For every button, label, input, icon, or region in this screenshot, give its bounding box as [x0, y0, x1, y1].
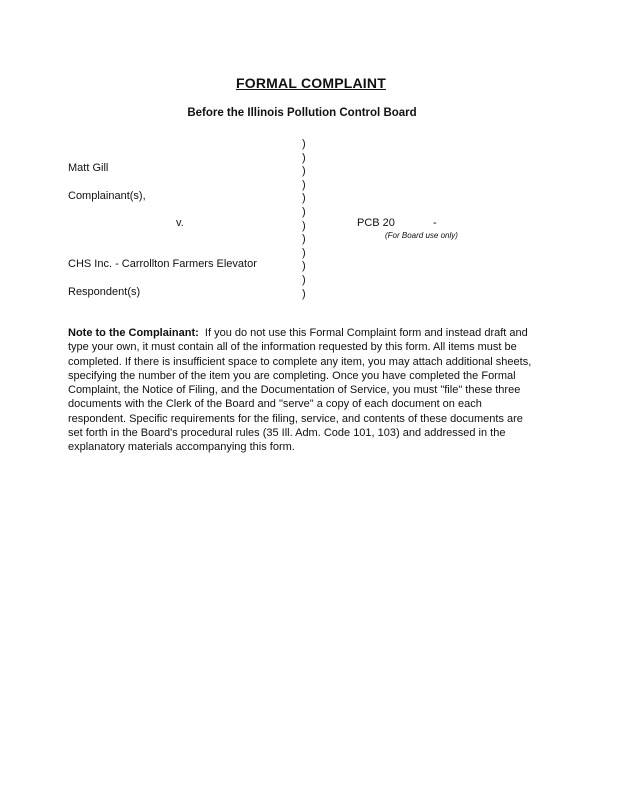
complainant-name: Matt Gill	[68, 162, 109, 174]
case-number-prefix: PCB 20	[357, 217, 395, 229]
board-use-note: (For Board use only)	[385, 231, 458, 240]
caption-paren: )	[302, 287, 306, 300]
caption-paren: )	[302, 206, 306, 218]
caption-paren: )	[302, 192, 306, 205]
note-heading: Note to the Complainant:	[68, 327, 199, 339]
caption-paren: )	[302, 138, 306, 150]
caption-paren: )	[302, 151, 306, 164]
respondent-label: Respondent(s)	[68, 286, 141, 298]
respondent-name: CHS Inc. - Carrollton Farmers Elevator	[68, 258, 257, 270]
note-body: If you do not use this Formal Complaint form and instead draft and type your own, it must contain all of the information requested by this form. All items must be completed. If there is insufficient space to complete any item, you may attach additional sheets, specifying the number of the item you are completing. Once you have completed the Formal Complaint, the Notice of Filing, and the Documentation of Service, you must "file" these three documents with the Clerk of the Board and "serve" a copy of each document on each respondent. Specific requirements for the filing, service, and contents of these documents are set forth in the Board's procedural rules (35 Ill. Adm. Code 101, 103) and addressed in the explanatory materials accompanying this form.	[68, 327, 532, 454]
complainant-label: Complainant(s),	[68, 190, 146, 202]
caption-paren: )	[302, 178, 306, 191]
document-subtitle: Before the Illinois Pollution Control Board	[187, 107, 417, 119]
caption-paren: )	[302, 219, 306, 232]
caption-paren: )	[302, 246, 306, 259]
caption-paren: )	[302, 274, 306, 286]
note-to-complainant	[68, 326, 538, 455]
caption-paren: )	[302, 233, 306, 246]
versus-label: v.	[176, 217, 184, 229]
caption-paren: )	[302, 260, 306, 273]
document-title: FORMAL COMPLAINT	[236, 75, 386, 91]
caption-paren: )	[302, 165, 306, 178]
case-number-dash: -	[433, 217, 437, 229]
